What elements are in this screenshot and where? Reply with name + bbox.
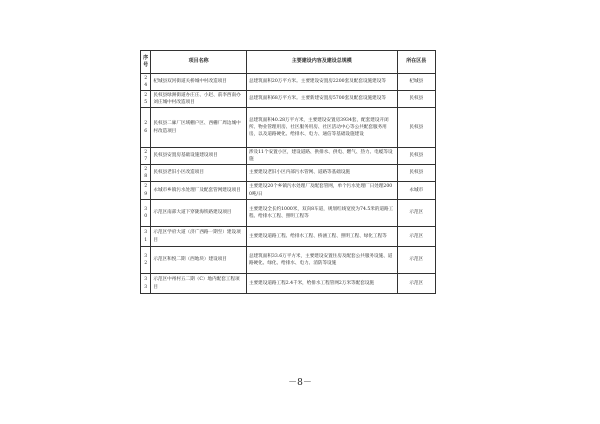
cell-desc: 主要建设道路工程、给排水工程、桥涵工程、照明工程、绿化工程等 [246, 227, 397, 247]
cell-no: 27 [141, 148, 151, 165]
table-header-row [141, 51, 436, 74]
table-row [141, 200, 436, 227]
cell-area: 示范区 [397, 227, 435, 247]
table-row [141, 91, 436, 108]
table-row [141, 74, 436, 91]
table-row [141, 148, 436, 165]
cell-area: 永城市 [397, 182, 435, 200]
cell-area: 示范区 [397, 247, 435, 274]
header-name: 项目名称 [151, 51, 247, 74]
cell-area: 民权县 [397, 108, 435, 148]
table-row [141, 247, 436, 274]
table-row [141, 182, 436, 200]
cell-desc: 主要建设老旧小区内部污水管网、道路等基础设施 [246, 165, 397, 182]
cell-desc: 总建筑面积20万平方米。主要建设安置房2200套及配套设施建设等 [246, 74, 397, 91]
cell-area: 民权县 [397, 91, 435, 108]
cell-no: 28 [141, 165, 151, 182]
table-row [141, 108, 436, 148]
cell-area: 示范区 [397, 274, 435, 294]
cell-desc: 涉及11个安置小区，建设道路、供排水、供电、燃气、热力、电缆等设施 [246, 148, 397, 165]
cell-desc: 总建筑面积40.28万平方米，主要建设安置房3934套，配套建设开闭所、物业管理用房、社区服务用房、社区活动中心等公共配套服务用房，以及道路硬化、给排水、电力、通信等基础设施建设 [246, 108, 397, 148]
cell-desc: 主要建设20个乡镇污水处理厂及配套管网，单个污水处理厂日处理2000吨/日 [246, 182, 397, 200]
table-row [141, 227, 436, 247]
cell-name: 示范区学府大道（济广西路一期至）建设项目 [151, 227, 247, 247]
cell-area: 民权县 [397, 165, 435, 182]
cell-area: 示范区 [397, 200, 435, 227]
cell-name: 示范区南部大道下穿陇海铁路建设项目 [151, 200, 247, 227]
cell-name: 示范区中州村五二期（C）地内配套工程项目 [151, 274, 247, 294]
cell-area: 民权县 [397, 148, 435, 165]
cell-no: 30 [141, 200, 151, 227]
cell-name: 杞城县双河街道关桥城中村改造项目 [151, 74, 247, 91]
cell-name: 示范区和悦二期（西地块）建设项目 [151, 247, 247, 274]
table-body [141, 74, 436, 294]
cell-no: 25 [141, 91, 151, 108]
cell-no: 32 [141, 247, 151, 274]
header-area: 所在区县 [397, 51, 435, 74]
header-no: 序号 [141, 51, 151, 74]
table-row [141, 274, 436, 294]
cell-name: 民权县老旧小区改造项目 [151, 165, 247, 182]
cell-name: 民权县安置房基础设施建设项目 [151, 148, 247, 165]
page-number: －8－ [288, 378, 312, 388]
cell-no: 31 [141, 227, 151, 247]
cell-name: 民权县二廊厂区域棚户区、西栅厂周边城中村改造项目 [151, 108, 247, 148]
cell-no: 33 [141, 274, 151, 294]
cell-name: 永城市乡镇污水处理厂及配套管网建设项目 [151, 182, 247, 200]
projects-table [140, 50, 436, 294]
table-row [141, 165, 436, 182]
cell-area: 杞城县 [397, 74, 435, 91]
cell-desc: 主要建设全长约1000米，双向8车道，规划红线宽度为74.5米的道路工程、给排水工程、照明工程等 [246, 200, 397, 227]
cell-no: 26 [141, 108, 151, 148]
header-desc: 主要建设内容及建设总规模 [246, 51, 397, 74]
cell-desc: 主要建设道路工程2.4千米，给排水工程管网2万米等配套设施 [246, 274, 397, 294]
cell-no: 29 [141, 182, 151, 200]
cell-no: 24 [141, 74, 151, 91]
cell-desc: 总建筑面积33.6万平方米，主要建设安置住房及配套公共服务设施、道路硬化、绿化、给排水、电力、消防等设施 [246, 247, 397, 274]
cell-name: 民权县绿洲街道办庄庄、小赵、前李西南办刘庄城中村改造项目 [151, 91, 247, 108]
cell-desc: 总建筑面积68万平方米。主要新建安置房5700套及配套设施建设等 [246, 91, 397, 108]
